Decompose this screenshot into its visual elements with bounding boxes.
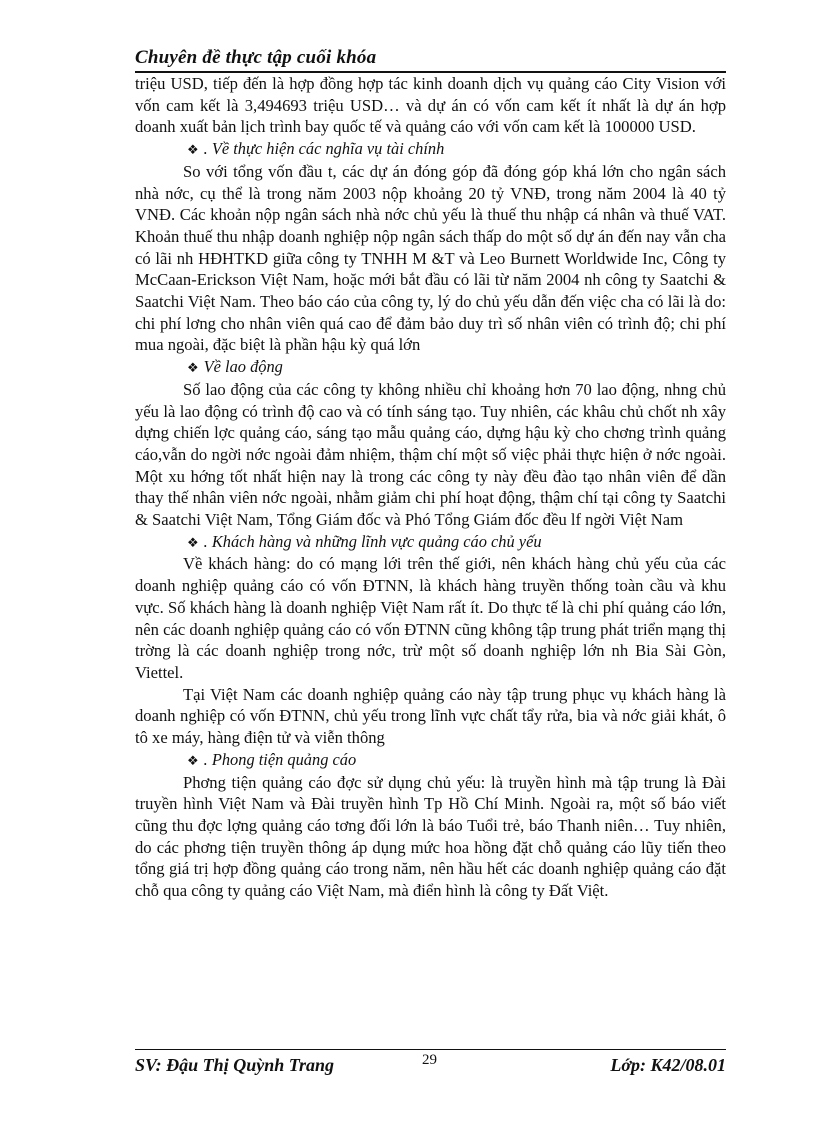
diamond-bullet-icon: ❖ [187,752,199,768]
footer-rule [135,1049,726,1050]
section-heading-customers [135,531,726,554]
footer-student-name: SV: Đậu Thị Quỳnh Trang [135,1055,335,1075]
heading-text: . Phong tiện quảng cáo [203,749,357,769]
heading-text: . Khách hàng và những lĩnh vực quảng cáo chủ yếu [203,531,542,551]
footer-class: Lớp: K42/08.01 [610,1055,726,1075]
diamond-bullet-icon: ❖ [187,142,199,158]
diamond-bullet-icon: ❖ [187,360,199,376]
section-heading-finance [135,138,726,161]
paragraph: Về khách hàng: do có mạng lới trên thế giới, nên khách hàng chủ yếu của các doanh nghiệp quảng cáo có vốn ĐTNN, là khách hàng truyền thống toàn cầu và khu vực. Số khách hàng là doanh nghiệp Việt Nam rất ít. Do thực tế là chi phí quảng cáo lớn, nên các doanh nghiệp quảng cáo có vốn ĐTNN cũng không tập trung phát triển mạng thị trờng là các doanh nghiệp trong nớc, trừ một số doanh nghiệp lớn nh Bia Sài Gòn, Viettel. [135,554,726,682]
section-heading-media [135,749,726,772]
document-body [135,73,726,902]
paragraph: Số lao động của các công ty không nhiều chỉ khoảng hơn 70 lao động, nhng chủ yếu là lao động có trình độ cao và có tính sáng tạo. Tuy nhiên, các khâu chủ chốt nh xây dựng chiến lợc quảng cáo, sáng tạo mẫu quảng cáo, dựng hậu kỳ cho chơng trình quảng cáo,vẫn do ngời nớc ngoài đảm nhiệm, thậm chí một số việc phải thực hiện ở nớc ngoài. Một xu hớng tốt nhất hiện nay là trong các công ty này đều đào tạo nhân viên để dần thay thế nhân viên nớc ngoài, nhằm giảm chi phí hoạt động, thậm chí tại công ty Saatchi & Saatchi Việt Nam, Tổng Giám đốc và Phó Tổng Giám đốc đều lf ngời Việt Nam [135,379,726,530]
heading-text: Về lao động [203,357,283,377]
diamond-bullet-icon: ❖ [187,534,199,550]
page-header-title: Chuyên đề thực tập cuối khóa [135,47,377,68]
paragraph: So với tổng vốn đầu t, các dự án đóng góp đã đóng góp khá lớn cho ngân sách nhà nớc, cụ thể là trong năm 2003 nộp khoảng 20 tỷ VNĐ, trong năm 2004 là 40 tỷ VNĐ. Các khoản nộp ngân sách nhà nớc chủ yếu là thuế thu nhập cá nhân và thuế VAT. Khoản thuế thu nhập doanh nghiệp nộp ngân sách thấp do một số dự án đến nay vẫn cha có lãi nh HĐHTKD giữa công ty TNHH M &T và Leo Burnett Worldwide Inc, Công ty McCaan-Erickson Việt Nam, hoặc mới bắt đầu có lãi từ năm 2004 nh công ty Saatchi & Saatchi Việt Nam. Theo báo cáo của công ty, lý do chủ yếu dẫn đến việc cha có lãi là do: chi phí lơng cho nhân viên quá cao để đảm bảo duy trì số nhân viên có trình độ; chi phí mua ngoài, đặc biệt là phần hậu kỳ quá lớn [135,161,726,355]
paragraph: Phơng tiện quảng cáo đợc sử dụng chủ yếu: là truyền hình mà tập trung là Đài truyền hình Việt Nam và Đài truyền hình Tp Hồ Chí Minh. Ngoài ra, một số báo viết cũng thu đợc lợng quảng cáo tơng đối lớn là báo Tuổi trẻ, báo Thanh niên… Tuy nhiên, do các phơng tiện truyền thông áp dụng mức hoa hồng đặt chỗ quảng cáo lũy tiến theo tổng giá trị hợp đồng quảng cáo trong năm, nên hầu hết các doanh nghiệp quảng cáo đặt chỗ qua công ty quảng cáo Việt Nam, mà điển hình là công ty Đất Việt. [135,772,726,901]
heading-text: . Về thực hiện các nghĩa vụ tài chính [203,139,445,159]
paragraph: Tại Việt Nam các doanh nghiệp quảng cáo này tập trung phục vụ khách hàng là doanh nghiệp có vốn ĐTNN, chủ yếu trong lĩnh vực chất tẩy rửa, bia và nớc giải khát, ô tô xe máy, hàng điện tử và viễn thông [135,684,726,748]
section-heading-labor [135,356,726,379]
page-number: 29 [422,1052,437,1068]
paragraph: triệu USD, tiếp đến là hợp đồng hợp tác kinh doanh dịch vụ quảng cáo City Vision với vốn cam kết là 3,494693 triệu USD… và dự án có vốn cam kết ít nhất là dự án hợp doanh xuất bản lịch trình bay quốc tế và quảng cáo với vốn cam kết là 100000 USD. [135,74,726,137]
